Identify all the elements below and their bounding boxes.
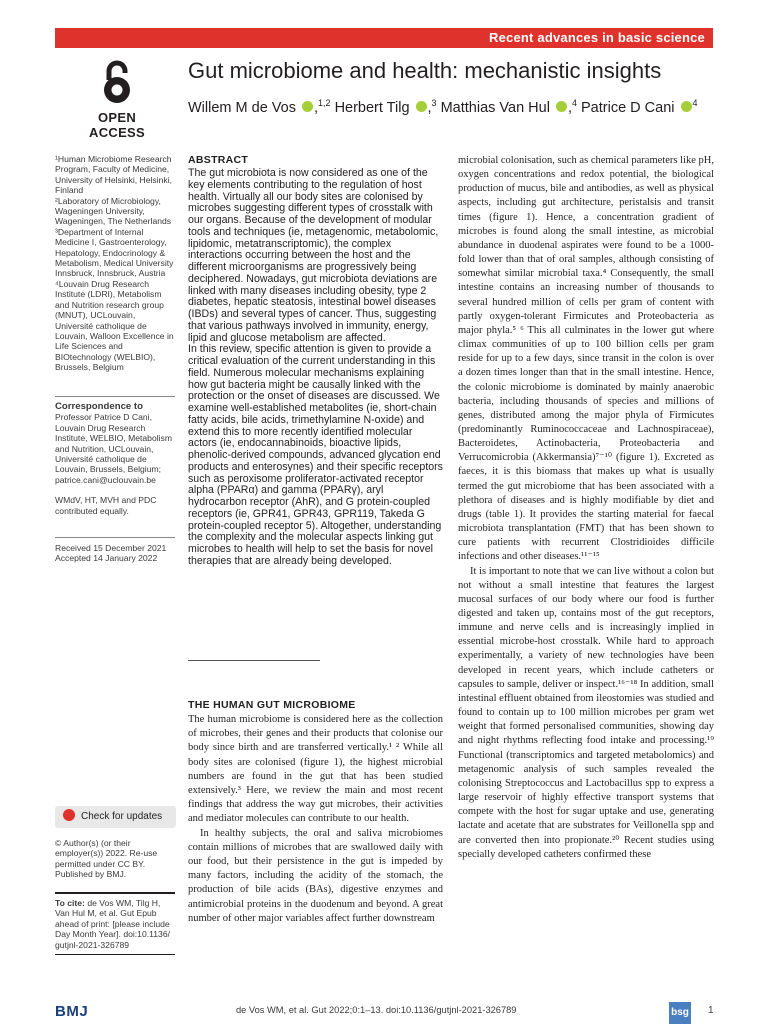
bsg-logo: bsg (669, 1002, 691, 1024)
body-paragraph: It is important to note that we can live without a colon but not without a small intestine that features the largest mucosal surfaces of our body where our food is further digested and taken up, contains most of the gut receptors, immune and nerve cells and is increasingly implied in essential microbe-host crosstalk. While hard to approach experimentally, a variety of new technologies have been developed in recent years, which include catheters or capsules to sample, deliver or inspect.¹⁶⁻¹⁸ In addition, small intestinal effluent obtained from ileostomies was studied and found to contain up to 100 million microbes per gram wet weight that formed personalised communities, showing day and night rhythms reflecting food intake and processing.¹⁹ Functional (transcriptomics and targeted metabolomics) and metagenomic analysis of such samples revealed the colonising Streptococcus and Lactobacillus spp to express a large reservoir of highly effective transport systems that compete with the host for sugar uptake and use, generating lactate and acetate that are substrates for Veillonella spp and are converted then into propionate.²⁰ Recent studies using specially developed catheters confirmed these (458, 565, 714, 860)
author-affil-sup: 4 (692, 98, 698, 108)
footer-citation: de Vos WM, et al. Gut 2022;0:1–13. doi:10.1136/gutjnl-2021-326789 (236, 1005, 517, 1015)
cite-box (55, 892, 175, 955)
open-access-lock-icon (99, 60, 135, 106)
abstract-paragraph: In this review, specific attention is given to provide a critical evaluation of the current understanding in this field. Numerous molecular mechanisms explaining how gut bacteria might be causally linked with the protection or the onset of diseases are discussed. We examine well-established metabolites (ie, short-chain fatty acids, bile acids, trimethylamine N-oxide) and extend this to more recently identified molecular actors (ie, endocannabinoids, bioactive lipids, phenolic-derived compounds, advanced glycation end products and enterosynes) and their specific receptors such as peroxisome proliferator-activated receptor alpha (PPARα) and gamma (PPARγ), aryl hydrocarbon receptor (AhR), and G protein-coupled receptors (ie, GPR41, GPR43, GPR119, Takeda G protein-coupled receptor 5). Altogether, understanding the complexity and the molecular aspects linking gut microbes to health will help to set the basis for novel therapies that are already being developed. (188, 343, 443, 567)
author-name[interactable]: Patrice D Cani (581, 99, 675, 116)
author-affil-sup: 3 (431, 98, 437, 108)
copyright-notice: © Author(s) (or their employer(s)) 2022. Re-use permitted under CC BY. Published by BMJ. (55, 838, 158, 880)
author-name[interactable]: Willem M de Vos (188, 99, 296, 116)
body-paragraph: In healthy subjects, the oral and saliva microbiomes contain millions of microbes that are swallowed daily with our food, but their persistence in the gut is impeded by many factors, including the acidity of the stomach, the production of bile acids (BAs), digestive enzymes and antimicrobial proteins in the duodenum and beyond. A great number of other major variables affect further downstream (188, 827, 443, 924)
body-paragraph: microbial colonisation, such as chemical parameters like pH, oxygen concentrations and redox potential, the biological production of mucus, bile and antibodies, as well as physical aspects, including gut architecture, peristalsis and transit times (figure 1). Hence, a concentration gradient of microbes is found along the small intestine, as microbial abundance in duodenal aspirates were found to be a 1000-fold lower than that of oral samples, although consisting of somewhat similar microbial taxa.⁴ Consequently, the small intestine contains an increasing number of thousands to several hundred million of cells per gram of content with partly oxygen-tolerant Firmicutes and Proteobacteria as major phyla.⁵ ⁶ This all culminates in the lower gut where climax communities of up to 100 billion cells per gram reside for up to a few days, since transit in the colon is over a dozen times longer than that in the small intestine. Hence, the colonic microbiome is dominated by mainly anaerobic bacteria, including thousands of species and millions of genes, distributed among the major phyla of Firmicutes (predominantly Ruminococcaceae and Lachnospiraceae), Bacteroidetes, Actinobacteria, Proteobacteria and Verrucomicrobia (Akkermansia)⁷⁻¹⁰ (figure 1). Excreted as faeces, it is this biomass that makes up what is usually termed the gut microbiome that has been associated with a plethora of diseases and is highly modifiable by diet and drugs (table 1). It provides the starting material for faecal microbiota transplantation (FMT) that has been shown to cure patients with recurrent Clostridioides difficile infections and other diseases.¹¹⁻¹⁵ (458, 155, 714, 563)
contribution-note: WMdV, HT, MVH and PDC contributed equally. (55, 495, 157, 516)
section-heading: THE HUMAN GUT MICROBIOME (188, 699, 356, 711)
affiliations (55, 154, 175, 373)
section-banner: Recent advances in basic science (55, 28, 713, 48)
cite-text: de Vos WM, Tilg H, Van Hul M, et al. Gut Epub ahead of print: [please include Day Month Year]. doi:10.1136/ gutjnl-2021-326789 (55, 898, 170, 950)
author-name[interactable]: Herbert Tilg (334, 99, 410, 116)
body-paragraph: The human microbiome is considered here as the collection of microbes, their genes and their products that colonise our body since birth and are transferred vertically.¹ ² While all body sites are colonised (figure 1), the highest microbial numbers are found in the gut that has been studied extensively.³ Here, we review the main and most recent findings that address the way gut microbes, their activities and mediator molecules can contribute to our health. (188, 714, 443, 825)
page-number: 1 (708, 1005, 714, 1016)
abstract (188, 168, 443, 568)
open-access-label: OPEN ACCESS (89, 110, 145, 140)
orcid-icon[interactable] (302, 101, 313, 112)
divider (188, 660, 320, 661)
affiliation: ²Laboratory of Microbiology, Wageningen University, Wageningen, The Netherlands (55, 195, 172, 227)
received-date: Received 15 December 2021 (55, 543, 167, 553)
check-updates-button[interactable] (55, 806, 176, 828)
accepted-date: Accepted 14 January 2022 (55, 553, 158, 564)
affiliation: ⁴Louvain Drug Research Institute (LDRI), Metabolism and Nutrition research group (MNUT), UCLouvain, Université catholique de Louvain, Walloon Excellence in Life Sciences and BIOtechnology (WELBIO), Brussels, Belgium (55, 278, 174, 373)
affiliation: ¹Human Microbiome Research Program, Faculty of Medicine, University of Helsinki, Helsinki, Finland (55, 154, 173, 196)
divider (55, 537, 175, 538)
author-list: Willem M de Vos ,$^{1,2}$ Herbert Tilg ,$^3$ Matthias Van Hul ,$^4$ Patrice D Cani $^4$ (188, 98, 698, 116)
dates-block (55, 543, 175, 564)
author-name[interactable]: Matthias Van Hul (440, 99, 550, 116)
correspondence-text[interactable]: Professor Patrice D Cani, Louvain Drug Research Institute, WELBIO, Metabolism and Nutrition, UCLouvain, Université catholique de Louvain, Brussels, Belgium; patrice.cani@uclouvain.be (55, 412, 173, 485)
orcid-icon[interactable] (681, 101, 692, 112)
correspondence-heading: Correspondence to (55, 401, 143, 412)
cite-label: To cite: (55, 898, 85, 908)
author-affil-sup: 4 (571, 98, 577, 108)
orcid-icon[interactable] (416, 101, 427, 112)
abstract-paragraph: The gut microbiota is now considered as one of the key elements contributing to the regulation of host health. Virtually all our body sites are colonised by microbes suggesting different types of crosstalk with our organs. Because of the development of modular tools and techniques (ie, metagenomic, metabolomic, lipidomic, metatranscriptomic), the complex interactions occurring between the host and the different microorganisms are progressively being deciphered. Nowadays, gut microbiota deviations are linked with many diseases including obesity, type 2 diabetes, hepatic steatosis, intestinal bowel diseases (IBDs) and several types of cancer. Thus, suggesting that various pathways involved in immunity, energy, lipid and glucose metabolism are affected. (188, 167, 439, 344)
check-updates-label: Check for updates (81, 811, 163, 822)
bmj-logo: BMJ (55, 1003, 89, 1020)
check-updates-icon (63, 809, 75, 821)
abstract-heading: ABSTRACT (188, 154, 249, 166)
article-title: Gut microbiome and health: mechanistic insights (188, 58, 662, 83)
affiliation: ³Department of Internal Medicine I, Gastroenterology, Hepatology, Endocrinology & Metabolism, Medical University Innsbruck, Innsbruck, Austria (55, 226, 174, 279)
body-column-right (458, 154, 714, 862)
author-affil-sup: 1,2 (318, 98, 331, 108)
correspondence-block (55, 402, 175, 516)
open-access-logo (72, 60, 162, 140)
orcid-icon[interactable] (556, 101, 567, 112)
divider (55, 396, 175, 397)
body-column-left (188, 713, 443, 926)
